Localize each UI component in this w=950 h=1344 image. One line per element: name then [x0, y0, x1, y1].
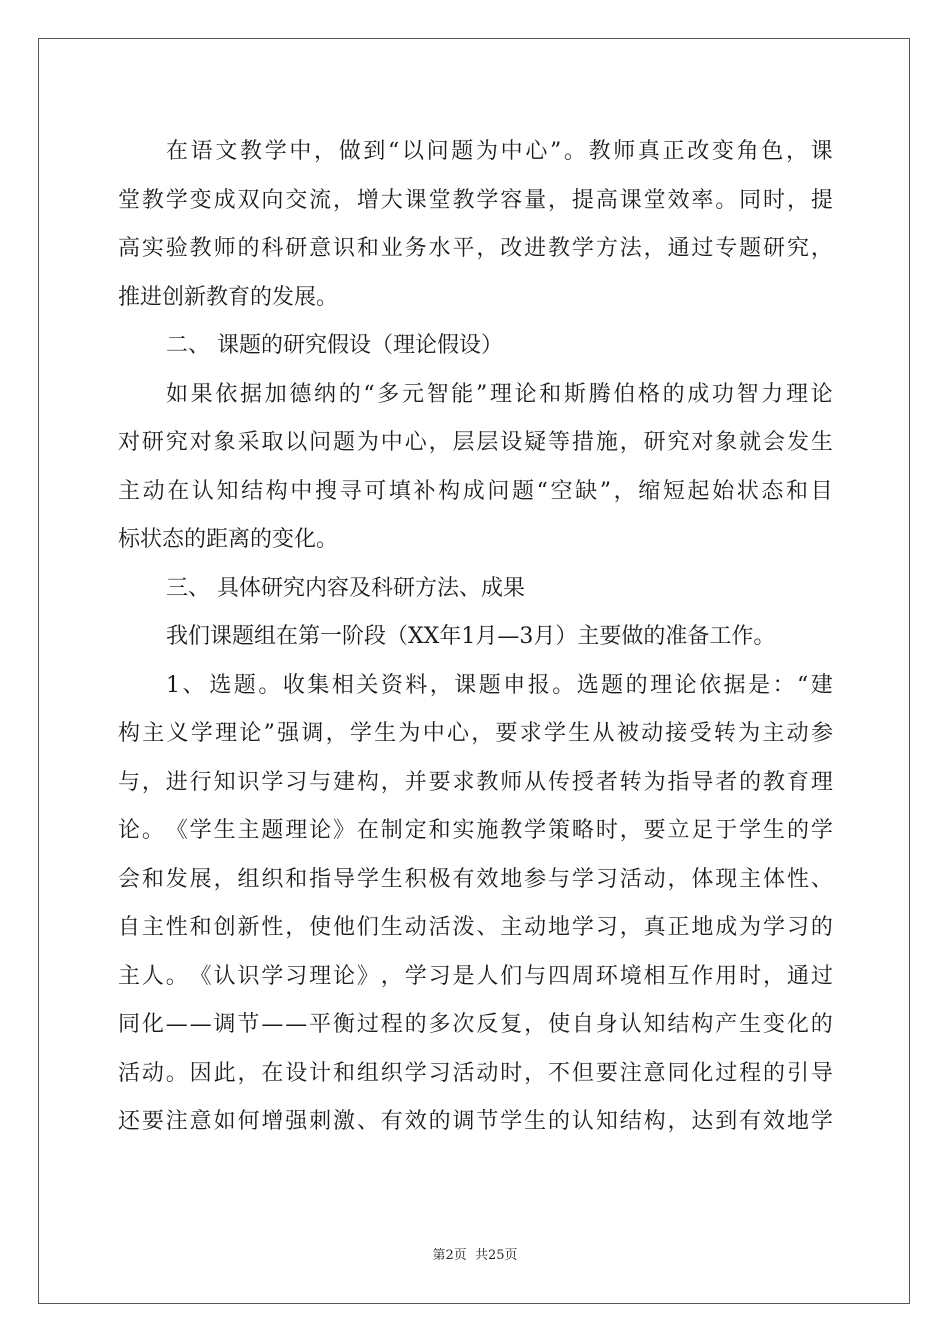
- page-footer: [0, 1244, 950, 1263]
- text-line: 对 研 究 对 象 采 取 以 问 题 为 中 心 ， 层 层 设 疑 等 措 施 ， 研 究 对 象 就 会 发 生: [118, 430, 833, 455]
- page-total: 共25页: [474, 1248, 518, 1263]
- text-line: 论 。 《 学 生 主 题 理 论 》 在 制 定 和 实 施 教 学 策 略 时 ， 要 立 足 于 学 生 的 学: [118, 818, 833, 843]
- page-number: 第2页: [432, 1248, 467, 1263]
- text-line: 1 、 选 题 。 收 集 相 关 资 料 ， 课 题 申 报 。 选 题 的 理 论 依 据 是 ： “ 建: [166, 672, 833, 698]
- text-line: 构 主 义 学 理 论 ” 强 调 ， 学 生 为 中 心 ， 要 求 学 生 从 被 动 接 受 转 为 主 动 参: [118, 721, 833, 746]
- document-body: [118, 128, 833, 1147]
- text-line: 三、 具体研究内容及科研方法、成果: [166, 575, 525, 601]
- text-line: 主 动 在 认 知 结 构 中 搜 寻 可 填 补 构 成 问 题 “ 空 缺 ” ， 缩 短 起 始 状 态 和 目: [118, 478, 833, 504]
- text-line: 标状态的距离的变化。: [118, 527, 339, 552]
- text-line: 堂 教 学 变 成 双 向 交 流 ， 增 大 课 堂 教 学 容 量 ， 提 高 课 堂 效 率 。 同 时 ， 提: [118, 187, 833, 213]
- text-line: 还 要 注 意 如 何 增 强 刺 激 、 有 效 的 调 节 学 生 的 认 知 结 构 ， 达 到 有 效 地 学: [118, 1109, 833, 1134]
- text-line: 活 动 。 因 此 ， 在 设 计 和 组 织 学 习 活 动 时 ， 不 但 要 注 意 同 化 过 程 的 引 导: [118, 1060, 833, 1086]
- text-line: 在 语 文 教 学 中 ， 做 到 “ 以 问 题 为 中 心 ” 。 教 师 真 正 改 变 角 色 ， 课: [166, 139, 833, 164]
- text-line: 会 和 发 展 ， 组 织 和 指 导 学 生 积 极 有 效 地 参 与 学 习 活 动 ， 体 现 主 体 性 、: [118, 866, 833, 892]
- text-line: 我们课题组在第一阶段（XX年1月—3月）主要做的准备工作。: [166, 624, 776, 649]
- text-line: 同 化 — — 调 节 — — 平 衡 过 程 的 多 次 反 复 ， 使 自 身 认 知 结 构 产 生 变 化 的: [118, 1012, 833, 1037]
- text-line: 主 人 。 《 认 识 学 习 理 论 》 ， 学 习 是 人 们 与 四 周 环 境 相 互 作 用 时 ， 通 过: [118, 963, 833, 989]
- text-line: 如 果 依 据 加 德 纳 的 “ 多 元 智 能 ” 理 论 和 斯 腾 伯 格 的 成 功 智 力 理 论: [166, 381, 833, 407]
- text-line: 二、 课题的研究假设（理论假设）: [166, 333, 503, 358]
- text-line: 推进创新教育的发展。: [118, 284, 339, 310]
- text-line: 与 ， 进 行 知 识 学 习 与 建 构 ， 并 要 求 教 师 从 传 授 者 转 为 指 导 者 的 教 育 理: [118, 769, 833, 795]
- text-line: 自 主 性 和 创 新 性 ， 使 他 们 生 动 活 泼 、 主 动 地 学 习 ， 真 正 地 成 为 学 习 的: [118, 915, 833, 940]
- text-line: 高 实 验 教 师 的 科 研 意 识 和 业 务 水 平 ， 改 进 教 学 方 法 ， 通 过 专 题 研 究 ，: [118, 236, 833, 261]
